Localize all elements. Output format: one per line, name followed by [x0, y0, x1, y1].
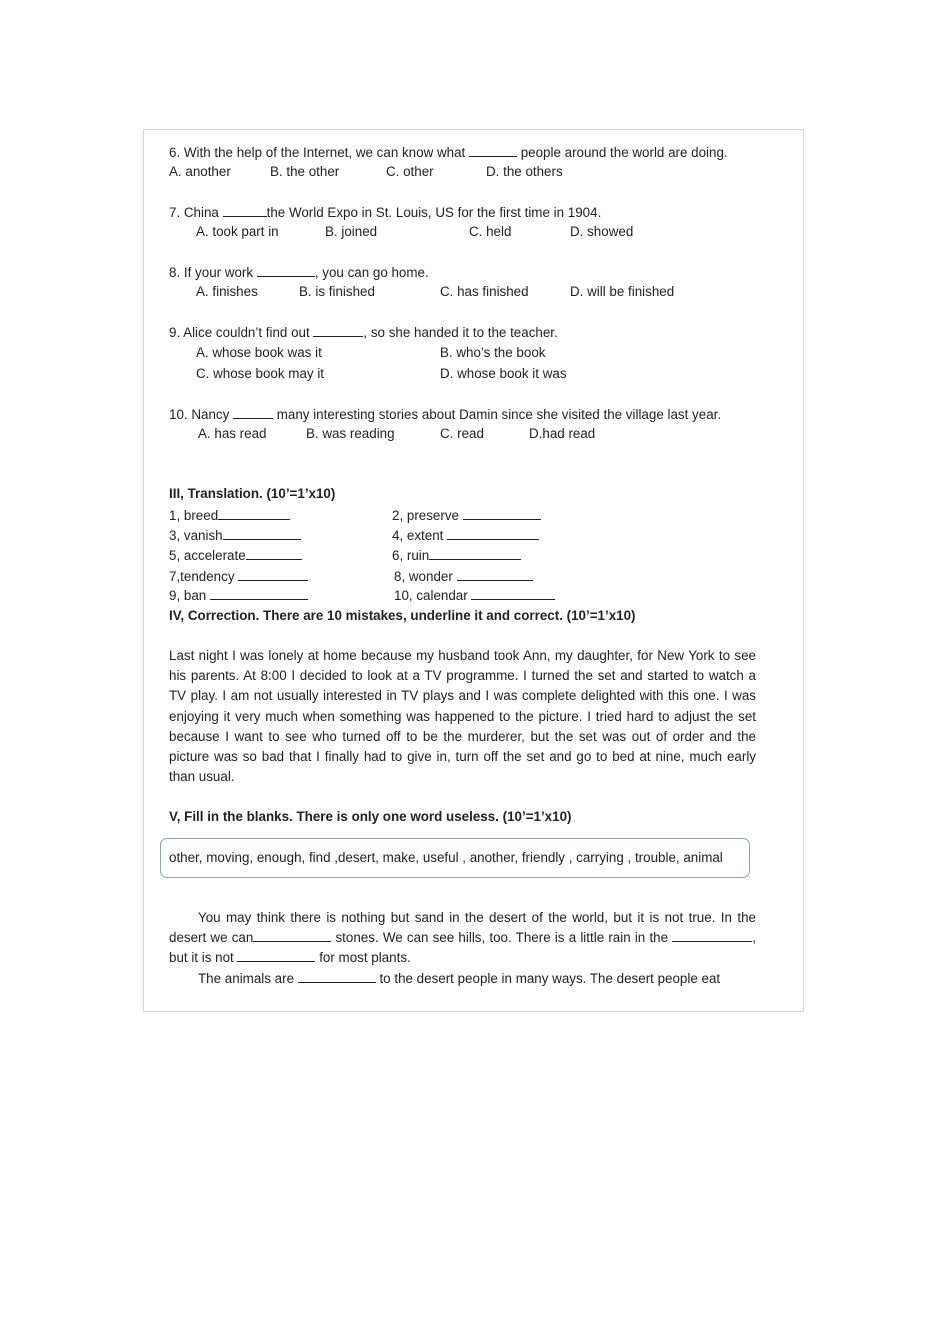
- q7-option-c: C. held: [469, 224, 512, 239]
- question-8-blank: [257, 264, 315, 277]
- translation-word: 9, ban: [169, 588, 207, 603]
- q10-option-c: C. read: [440, 426, 484, 441]
- fill-text: for most plants.: [315, 950, 411, 966]
- question-8-stem-end: , you can go home.: [314, 265, 429, 280]
- translation-heading: III, Translation. (10’=1’x10): [169, 486, 336, 501]
- q9-option-b: B. who’s the book: [440, 345, 546, 360]
- answer-blank: [218, 507, 290, 520]
- answer-blank: [246, 547, 302, 560]
- question-7-blank: [223, 204, 267, 217]
- question-7-stem-start: 7. China: [169, 205, 223, 220]
- fill-heading: V, Fill in the blanks. There is only one word useless. (10’=1’x10): [169, 809, 572, 824]
- question-9: [169, 324, 558, 341]
- fill-blank-3: [237, 949, 315, 962]
- translation-word: 3, vanish: [169, 528, 223, 543]
- fill-text: stones. We can see hills, too. There is a little rain in the: [331, 930, 673, 946]
- question-10-stem-start: 10. Nancy: [169, 407, 234, 422]
- q6-option-c: C. other: [386, 164, 434, 179]
- question-10-stem-end: many interesting stories about Damin since she visited the village last year.: [273, 407, 722, 422]
- question-7-stem-end: the World Expo in St. Louis, US for the first time in 1904.: [266, 205, 602, 220]
- question-6-stem-start: 6. With the help of the Internet, we can know what: [169, 145, 469, 160]
- q6-option-d: D. the others: [486, 164, 563, 179]
- question-8-stem-start: 8. If your work: [169, 265, 257, 280]
- answer-blank: [463, 507, 541, 520]
- translation-item-3: [169, 527, 301, 544]
- translation-item-9: [169, 587, 308, 604]
- question-6-stem-end: people around the world are doing.: [516, 145, 728, 160]
- q7-option-b: B. joined: [325, 224, 378, 239]
- translation-word: 8, wonder: [394, 569, 453, 584]
- answer-blank: [238, 568, 308, 581]
- q10-option-a: A. has read: [198, 426, 267, 441]
- word-bank-box: [160, 838, 750, 878]
- translation-word: 5, accelerate: [169, 548, 246, 563]
- translation-item-2: [392, 507, 541, 524]
- q10-option-d: D.had read: [529, 426, 596, 441]
- q7-option-a: A. took part in: [196, 224, 279, 239]
- translation-word: 2, preserve: [392, 508, 459, 523]
- fill-paragraph-1: [169, 908, 756, 969]
- translation-word: 7,tendency: [169, 569, 235, 584]
- correction-heading: IV, Correction. There are 10 mistakes, underline it and correct. (10’=1’x10): [169, 608, 636, 623]
- q9-option-c: C. whose book may it: [196, 366, 325, 381]
- question-9-blank: [313, 324, 363, 337]
- answer-blank: [457, 568, 533, 581]
- fill-blank-2: [672, 929, 752, 942]
- question-10-blank: [233, 406, 273, 419]
- q9-option-d: D. whose book it was: [440, 366, 567, 381]
- fill-text: to the desert people in many ways. The desert people eat: [375, 971, 721, 986]
- q9-option-a: A. whose book was it: [196, 345, 322, 360]
- q10-option-b: B. was reading: [306, 426, 395, 441]
- q8-option-b: B. is finished: [299, 284, 375, 299]
- answer-blank: [447, 527, 539, 540]
- answer-blank: [210, 587, 308, 600]
- answer-blank: [429, 547, 521, 560]
- fill-text: The animals are: [198, 971, 298, 986]
- translation-item-8: [394, 568, 533, 585]
- question-9-stem-start: 9. Alice couldn’t find out: [169, 325, 314, 340]
- translation-word: 1, breed: [169, 508, 219, 523]
- translation-word: 6, ruin: [392, 548, 430, 563]
- translation-word: 4, extent: [392, 528, 444, 543]
- translation-item-4: [392, 527, 539, 544]
- correction-passage: Last night I was lonely at home because my husband took Ann, my daughter, for New York to see his parents. At 8:00 I decided to look at a TV programme. I turned the set and started to watch a TV play. I am not usually interested in TV plays and I was complete delighted with this one. I was enjoying it very much when something was happened to the picture. I tried hard to adjust the set because I want to see who turned off to be the murderer, but the set was out of order and the picture was so bad that I finally had to give in, turn off the set and go to bed at nine, much early than usual.: [169, 648, 756, 785]
- question-9-stem-end: , so she handed it to the teacher.: [363, 325, 558, 340]
- fill-blank-4: [298, 970, 376, 983]
- q6-option-a: A. another: [169, 164, 231, 179]
- translation-item-10: [394, 587, 555, 604]
- fill-text: , but it is not: [169, 930, 756, 966]
- q8-option-c: C. has finished: [440, 284, 529, 299]
- translation-item-6: [392, 547, 521, 564]
- q6-option-b: B. the other: [270, 164, 340, 179]
- worksheet-page: [143, 129, 804, 1012]
- translation-item-5: [169, 547, 302, 564]
- translation-item-7: [169, 568, 308, 585]
- translation-word: 10, calendar: [394, 588, 468, 603]
- question-7: [169, 204, 601, 221]
- question-10: [169, 406, 721, 423]
- answer-blank: [471, 587, 555, 600]
- question-8: [169, 264, 429, 281]
- q8-option-a: A. finishes: [196, 284, 258, 299]
- answer-blank: [223, 527, 301, 540]
- question-6-blank: [469, 144, 517, 157]
- word-bank: other, moving, enough, find ,desert, make, useful , another, friendly , carrying , trouble, animal: [169, 850, 723, 865]
- fill-paragraph-2: [198, 970, 720, 987]
- fill-blank-1: [253, 929, 331, 942]
- question-6: [169, 144, 728, 161]
- translation-item-1: [169, 507, 290, 524]
- q8-option-d: D. will be finished: [570, 284, 675, 299]
- fill-text: You may think there is nothing but sand in the desert of the world, but it is not true. In the desert we can: [169, 910, 756, 946]
- q7-option-d: D. showed: [570, 224, 634, 239]
